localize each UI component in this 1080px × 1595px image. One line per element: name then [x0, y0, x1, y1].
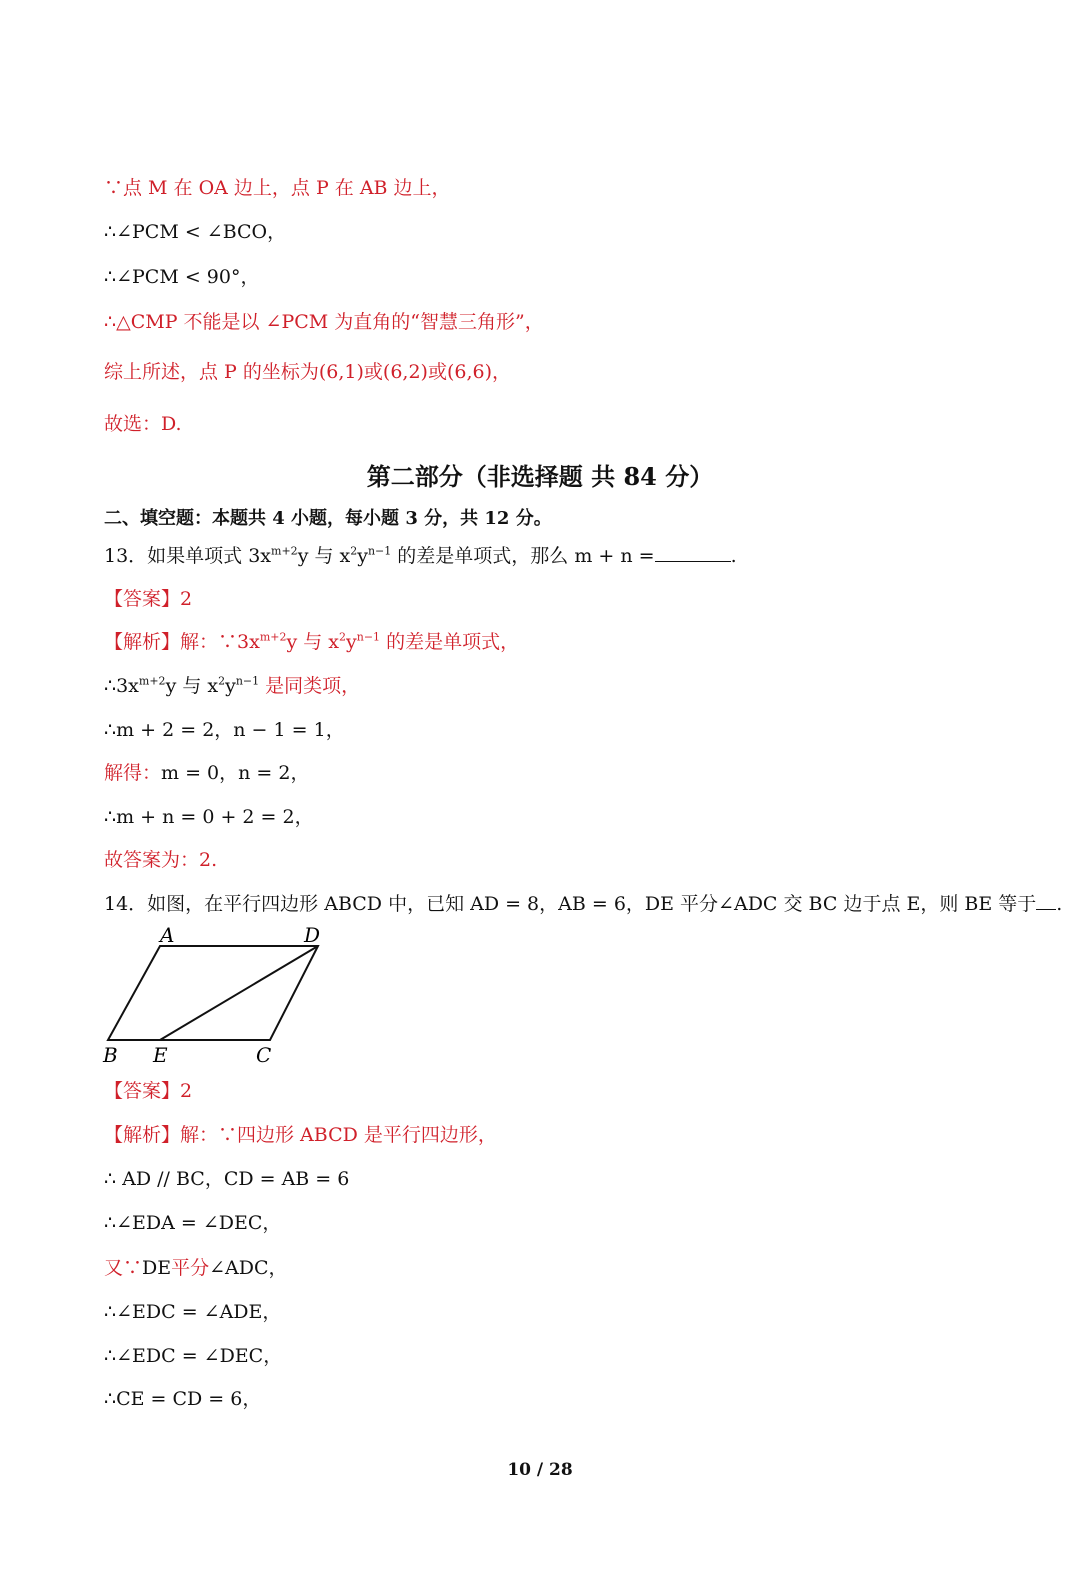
analysis-mid2: y — [346, 631, 357, 653]
q14-step2: ∴∠EDA = ∠DEC， — [104, 1212, 282, 1234]
answer-blank — [1036, 891, 1056, 910]
q13-step4: ∴m + n = 0 + 2 = 2， — [104, 806, 314, 828]
question-13: 13．如果单项式 $3x^{m+2}y$ 与 $x^2y^{n-1}$ 的差是单项式，那么 m + n = . — [104, 544, 737, 567]
q14-step6: ∴CE = CD = 6， — [104, 1388, 262, 1410]
parallelogram-abcd — [108, 946, 318, 1040]
answer-label: 【答案】 — [104, 1080, 181, 1102]
q13-mid2: y — [357, 545, 368, 567]
label-e: E — [153, 1043, 168, 1067]
q14-text: 14．如图，在平行四边形 ABCD 中，已知 AD = 8，AB = 6，DE 平分∠ADC 交 BC 边于点 E，则 BE 等于 — [104, 893, 1037, 915]
analysis-sup3: n−1 — [356, 630, 381, 644]
analysis-mid: y 与 x — [286, 631, 340, 653]
proof-summary: 综上所述，点 P 的坐标为(6,1)或(6,2)或(6,6)， — [104, 361, 511, 383]
choice-answer: 故选：D. — [104, 413, 182, 435]
step1-suffix: 是同类项， — [259, 675, 361, 697]
answer-value: 2 — [180, 588, 193, 610]
q14-analysis — [104, 1123, 497, 1147]
step3-mid: 平分 — [171, 1257, 210, 1279]
proof-line-1: ∵点 M 在 OA 边上，点 P 在 AB 边上， — [104, 177, 451, 199]
label-d: D — [304, 923, 321, 947]
question-14: 14．如图，在平行四边形 ABCD 中，已知 AD = 8，AB = 6，DE 平分∠ADC 交 BC 边于点 E，则 BE 等于 . — [104, 893, 1063, 915]
step3-label: 又∵ — [104, 1257, 143, 1279]
q13-suffix: 的差是单项式，那么 m + n = — [391, 545, 655, 567]
q13-prefix: 13．如果单项式 3x — [104, 545, 272, 567]
page-number: 10 / 28 — [507, 1460, 573, 1480]
step1-mid2: y — [225, 675, 236, 697]
q13-analysis — [104, 630, 519, 654]
analysis-text: 解：∵四边形 ABCD 是平行四边形， — [180, 1124, 497, 1146]
step1-sup1: m+2 — [138, 674, 166, 688]
q14-step4: ∴∠EDC = ∠ADE， — [104, 1301, 282, 1323]
answer-value: 2 — [180, 1080, 193, 1102]
q13-sup1: m+2 — [271, 544, 298, 558]
q14-step3 — [104, 1256, 288, 1280]
step3-de: DE — [142, 1257, 172, 1279]
q13-sup3: n−1 — [367, 544, 392, 558]
parallelogram-figure — [98, 922, 338, 1072]
label-a: A — [160, 923, 175, 947]
analysis-sup1: m+2 — [259, 630, 287, 644]
step1-prefix: ∴3x — [104, 675, 139, 697]
analysis-suffix: 的差是单项式， — [380, 631, 520, 653]
q14-answer — [104, 1079, 192, 1103]
analysis-text: 解：∵3x — [180, 631, 260, 653]
q14-step5: ∴∠EDC = ∠DEC， — [104, 1345, 283, 1367]
analysis-label: 【解析】 — [104, 1124, 181, 1146]
step3-tail: ∠ADC， — [209, 1257, 288, 1279]
label-c: C — [256, 1043, 272, 1067]
analysis-sup2: 2 — [339, 630, 347, 644]
answer-label: 【答案】 — [104, 588, 181, 610]
q14-step1: ∴ AD // BC，CD = AB = 6 — [104, 1168, 350, 1190]
section-title: 第二部分（非选择题 共 84 分） — [366, 462, 714, 491]
step3-text: m = 0，n = 2， — [161, 762, 310, 784]
step1-sup2: 2 — [218, 674, 226, 688]
q13-conclusion: 故答案为：2. — [104, 849, 218, 871]
proof-line-2: ∴∠PCM < ∠BCO， — [104, 221, 287, 243]
analysis-label: 【解析】 — [104, 631, 181, 653]
step3-label: 解得： — [104, 762, 162, 784]
q13-step1 — [104, 674, 360, 698]
proof-line-3: ∴∠PCM < 90°， — [104, 266, 260, 288]
section-subtitle: 二、填空题：本题共 4 小题，每小题 3 分，共 12 分。 — [104, 508, 552, 529]
q13-answer — [104, 587, 192, 611]
label-b: B — [103, 1043, 118, 1067]
q13-step3 — [104, 761, 309, 785]
step1-mid: y 与 x — [165, 675, 219, 697]
answer-blank — [655, 543, 731, 562]
step1-sup3: n−1 — [235, 674, 260, 688]
q13-mid: y 与 x — [297, 545, 351, 567]
q13-step2: ∴m + 2 = 2，n − 1 = 1， — [104, 719, 345, 741]
q13-sup2: 2 — [350, 544, 358, 558]
proof-line-4: ∴△CMP 不能是以 ∠PCM 为直角的“智慧三角形”， — [104, 311, 544, 333]
